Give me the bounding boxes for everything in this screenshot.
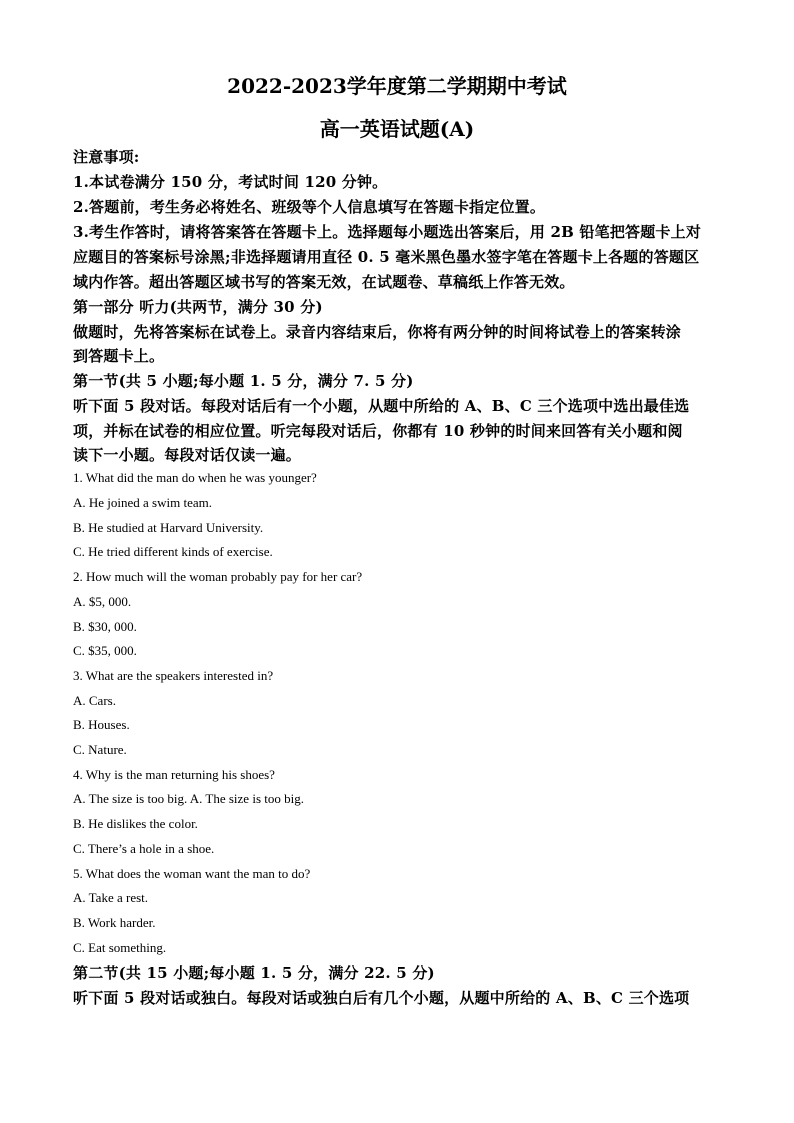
question-4-option-c: C. There’s a hole in a shoe. xyxy=(73,841,215,856)
question-2-option-b: B. $30, 000. xyxy=(73,619,137,634)
note-1: 1.本试卷满分 150 分，考试时间 120 分钟。 xyxy=(73,173,388,191)
notes-heading: 注意事项: xyxy=(73,148,140,166)
section1-intro-line-1: 听下面 5 段对话。每段对话后有一个小题，从题中所给的 A、B、C 三个选项中选出最佳选 xyxy=(73,397,690,415)
question-5: 5. What does the woman want the man to do? xyxy=(73,866,311,881)
question-2-option-a: A. $5, 000. xyxy=(73,594,132,609)
note-2: 2.答题前，考生务必将姓名、班级等个人信息填写在答题卡指定位置。 xyxy=(73,198,546,216)
question-4-option-b: B. He dislikes the color. xyxy=(73,816,198,831)
exam-title: 2022-2023学年度第二学期期中考试 xyxy=(227,74,567,98)
question-2-option-c: C. $35, 000. xyxy=(73,643,137,658)
question-4-option-a: A. The size is too big. A. The size is too big. xyxy=(73,791,304,806)
note-3-line-1: 3.考生作答时，请将答案答在答题卡上。选择题每小题选出答案后，用 2B 铅笔把答题卡上对 xyxy=(73,223,702,241)
question-1: 1. What did the man do when he was younger? xyxy=(73,470,317,485)
part1-heading: 第一部分 听力(共两节，满分 30 分) xyxy=(73,298,323,316)
note-3-line-3: 域内作答。超出答题区域书写的答案无效，在试题卷、草稿纸上作答无效。 xyxy=(73,273,575,291)
section2-heading: 第二节(共 15 小题;每小题 1. 5 分，满分 22. 5 分) xyxy=(73,964,435,982)
question-5-option-a: A. Take a rest. xyxy=(73,890,149,905)
question-5-option-b: B. Work harder. xyxy=(73,915,156,930)
question-3-option-c: C. Nature. xyxy=(73,742,127,757)
question-1-option-a: A. He joined a swim team. xyxy=(73,495,212,510)
note-3-line-2: 应题目的答案标号涂黑;非选择题请用直径 0. 5 毫米黑色墨水签字笔在答题卡上各题的答题区 xyxy=(73,248,700,266)
exam-subtitle: 高一英语试题(A) xyxy=(319,117,475,141)
question-5-option-c: C. Eat something. xyxy=(73,940,167,955)
section1-intro-line-3: 读下一小题。每段对话仅读一遍。 xyxy=(73,446,302,464)
question-1-option-b: B. He studied at Harvard University. xyxy=(73,520,264,535)
section1-heading: 第一节(共 5 小题;每小题 1. 5 分，满分 7. 5 分) xyxy=(73,372,414,390)
question-3-option-a: A. Cars. xyxy=(73,693,116,708)
part1-intro-line-2: 到答题卡上。 xyxy=(73,347,165,365)
question-2: 2. How much will the woman probably pay for her car? xyxy=(73,569,363,584)
question-3: 3. What are the speakers interested in? xyxy=(73,668,274,683)
question-3-option-b: B. Houses. xyxy=(73,717,130,732)
section2-intro-line-1: 听下面 5 段对话或独白。每段对话或独白后有几个小题，从题中所给的 A、B、C 三个选项 xyxy=(73,989,690,1007)
question-1-option-c: C. He tried different kinds of exercise. xyxy=(73,544,273,559)
question-4: 4. Why is the man returning his shoes? xyxy=(73,767,275,782)
part1-intro-line-1: 做题时，先将答案标在试卷上。录音内容结束后，你将有两分钟的时间将试卷上的答案转涂 xyxy=(73,323,682,341)
section1-intro-line-2: 项，并标在试卷的相应位置。听完每段对话后，你都有 10 秒钟的时间来回答有关小题和阅 xyxy=(73,422,683,440)
